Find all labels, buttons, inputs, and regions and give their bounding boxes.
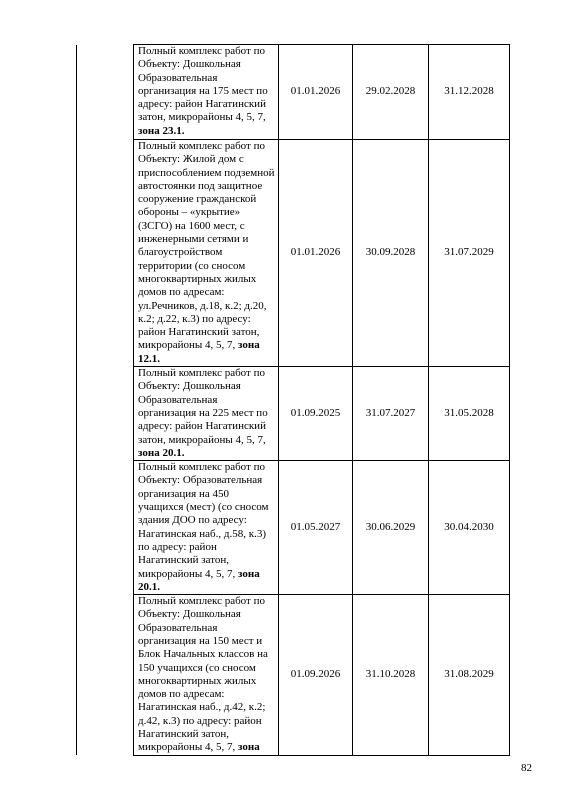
- zone-label: зона 20.1.: [138, 446, 185, 459]
- object-description: Полный комплекс работ по Объекту: Дошкольная Образовательная организация на 150 мест и Блок Начальных классов на 150 учащихся (со сносом многоквартирных жилых домов по адресам: Нагатинская наб., д.42, к.2; д.42, к.3) по адресу: район Нагатинский затон, микрорайоны 4, 5, 7, зона: [134, 595, 279, 756]
- mid-date: 29.02.2028: [353, 45, 429, 140]
- mid-date: 31.07.2027: [353, 367, 429, 461]
- mid-date: 30.06.2029: [353, 461, 429, 595]
- object-description: Полный комплекс работ по Объекту: Жилой дом с приспособлением подземной автостоянки под защитное сооружение гражданской обороны – «укрытие» (ЗСГО) на 1600 мест, с инженерными сетями и благоустройством территории (со сносом многоквартирных жилых домов по адресам: ул.Речников, д.18, к.2; д.20, к.2; д.22, к.3) по адресу: район Нагатинский затон, микрорайоны 4, 5, 7, зона 12.1.: [134, 140, 279, 367]
- schedule-table: [76, 44, 510, 756]
- zone-label: зона 23.1.: [138, 124, 185, 137]
- blank-cell: [77, 140, 134, 367]
- end-date: 31.08.2029: [429, 595, 510, 756]
- blank-cell: [77, 595, 134, 756]
- blank-cell: [77, 461, 134, 595]
- object-description: Полный комплекс работ по Объекту: Дошкольная Образовательная организация на 225 мест по адресу: район Нагатинский затон, микрорайоны 4, 5, 7, зона 20.1.: [134, 367, 279, 461]
- table-row: [77, 140, 510, 367]
- object-description: Полный комплекс работ по Объекту: Образовательная организация на 450 учащихся (мест) (со сносом здания ДОО по адресу: Нагатинская наб., д.58, к.3) по адресу: район Нагатинский затон, микрорайоны 4, 5, 7, зона 20.1.: [134, 461, 279, 595]
- start-date: 01.09.2026: [279, 595, 353, 756]
- page-number: 82: [521, 762, 532, 774]
- start-date: 01.01.2026: [279, 140, 353, 367]
- zone-label: зона 12.1.: [138, 339, 260, 365]
- object-description: Полный комплекс работ по Объекту: Дошкольная Образовательная организация на 175 мест по адресу: район Нагатинский затон, микрорайоны 4, 5, 7, зона 23.1.: [134, 45, 279, 140]
- table-row: [77, 45, 510, 140]
- end-date: 31.05.2028: [429, 367, 510, 461]
- end-date: 31.12.2028: [429, 45, 510, 140]
- start-date: 01.05.2027: [279, 461, 353, 595]
- mid-date: 30.09.2028: [353, 140, 429, 367]
- blank-cell: [77, 367, 134, 461]
- table-row: [77, 461, 510, 595]
- start-date: 01.01.2026: [279, 45, 353, 140]
- end-date: 31.07.2029: [429, 140, 510, 367]
- blank-cell: [77, 45, 134, 140]
- end-date: 30.04.2030: [429, 461, 510, 595]
- start-date: 01.09.2025: [279, 367, 353, 461]
- zone-label: зона 20.1.: [138, 567, 260, 593]
- table-row: [77, 367, 510, 461]
- zone-label: зона: [238, 741, 260, 754]
- table-row: [77, 595, 510, 756]
- mid-date: 31.10.2028: [353, 595, 429, 756]
